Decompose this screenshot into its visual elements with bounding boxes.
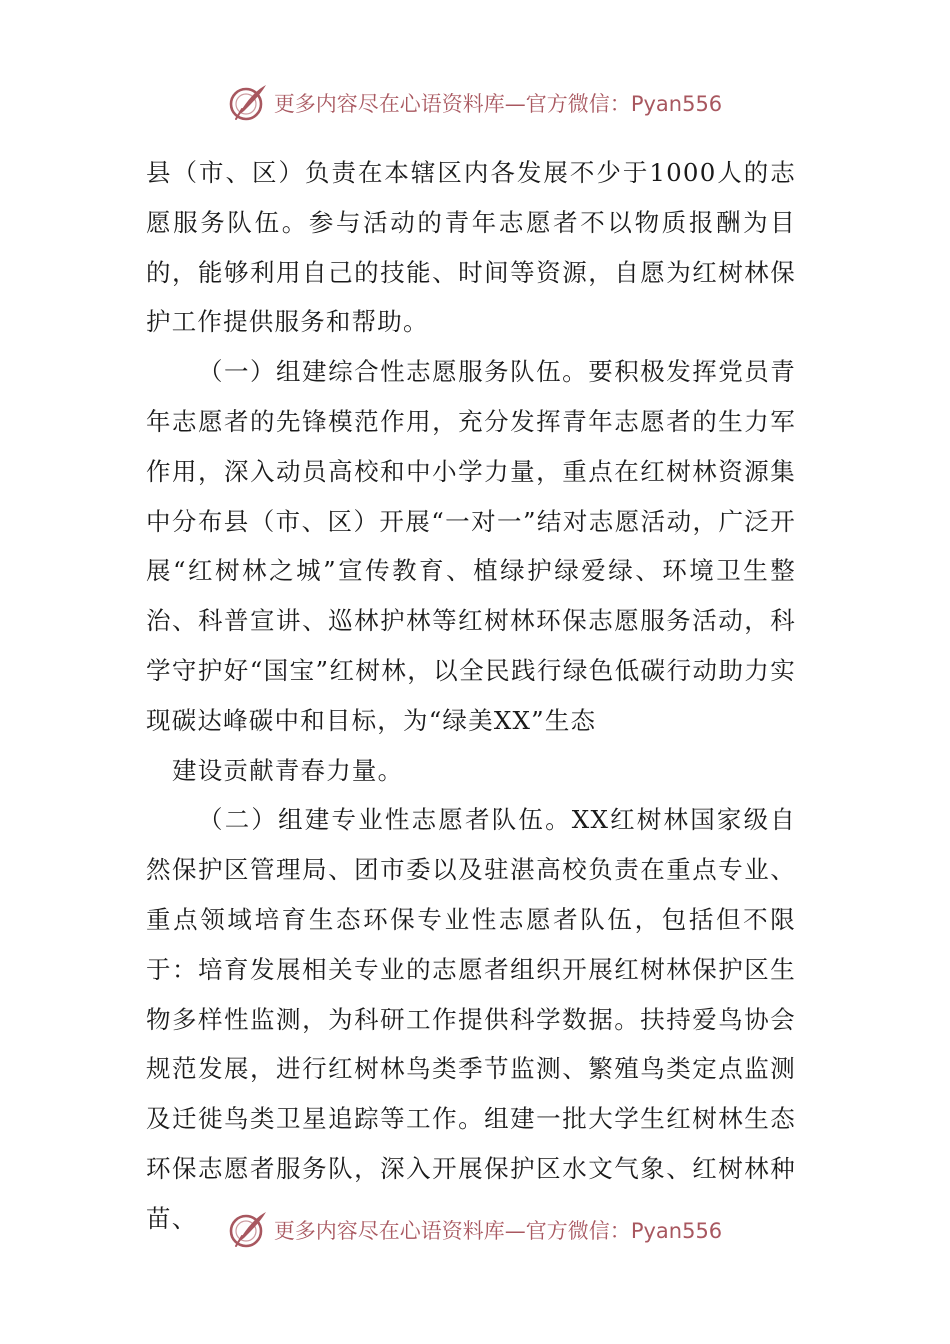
footer-banner-text: 更多内容尽在心语资料库—官方微信： [273,1219,631,1243]
header-banner-text: 更多内容尽在心语资料库—官方微信： [273,92,631,116]
footer-banner [0,1207,950,1253]
paragraph-3: 建设贡献青春力量。 [172,755,404,785]
paragraph-1: 县（市、区）负责在本辖区内各发展不少于1000人的志愿服务队伍。参与活动的青年志愿者不以物质报酬为目的，能够利用自己的技能、时间等资源，自愿为红树林保护工作提供服务和帮助。 [146,158,796,337]
header-wechat-id: Pyan556 [630,92,723,116]
footer-wechat-id: Pyan556 [630,1219,723,1243]
paragraph-4: （二）组建专业性志愿者队伍。XX红树林国家级自然保护区管理局、团市委以及驻湛高校负责在重点专业、重点领域培育生态环保专业性志愿者队伍，包括但不限于：培育发展相关专业的志愿者组织开展红树林保护区生物多样性监测，为科研工作提供科学数据。扶持爱鸟协会规范发展，进行红树林鸟类季节监测、繁殖鸟类定点监测及迁徙鸟类卫星追踪等工作。组建一批大学生红树林生态环保志愿者服务队，深入开展保护区水文气象、红树林种苗、 [146,805,796,1233]
quill-pen-logo-icon [228,1210,268,1250]
paragraph-2: （一）组建综合性志愿服务队伍。要积极发挥党员青年志愿者的先锋模范作用，充分发挥青年志愿者的生力军作用，深入动员高校和中小学力量，重点在红树林资源集中分布县（市、区）开展“一对一”结对志愿活动，广泛开展“红树林之城”宣传教育、植绿护绿爱绿、环境卫生整治、科普宣讲、巡林护林等红树林环保志愿服务活动，科学守护好“国宝”红树林，以全民践行绿色低碳行动助力实现碳达峰碳中和目标，为“绿美XX”生态 [146,357,796,735]
header-banner [0,80,950,126]
document-body [146,148,796,1244]
quill-pen-logo-icon [228,83,268,123]
